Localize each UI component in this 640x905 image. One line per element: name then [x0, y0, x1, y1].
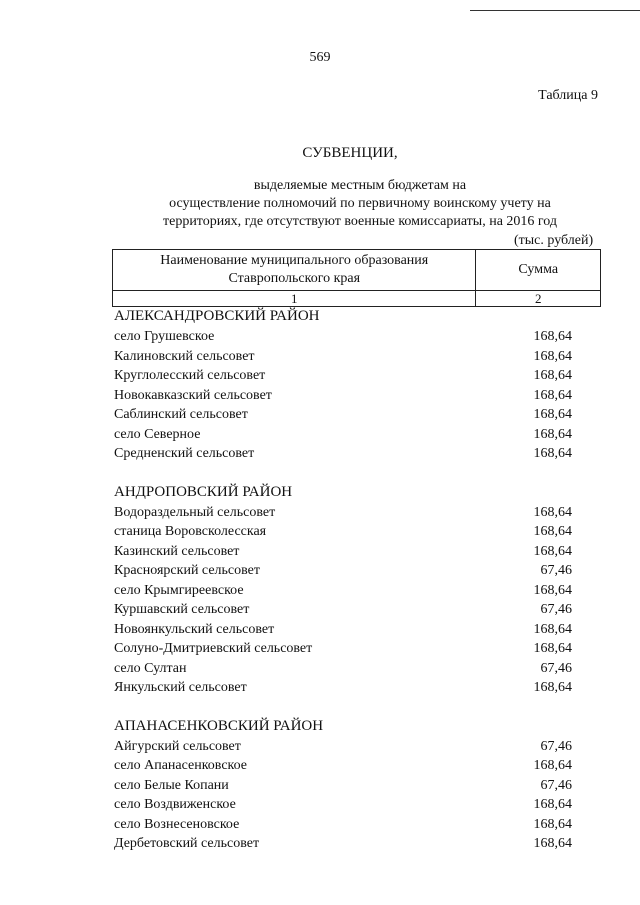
subvention-amount: 168,64 [533, 836, 572, 851]
table-row [114, 503, 584, 523]
municipality-name: Новоянкульский сельсовет [114, 621, 275, 637]
subvention-amount: 168,64 [533, 446, 572, 461]
table-row [114, 386, 584, 406]
subvention-amount: 67,46 [540, 777, 572, 793]
header-name-line: Ставропольского края [228, 271, 361, 286]
municipality-name: Красноярский сельсовет [114, 563, 260, 578]
document-subtitle [80, 177, 640, 231]
header-sum-cell: Сумма [476, 250, 601, 291]
table-row [114, 542, 584, 562]
municipality-name: Средненский сельсовет [114, 446, 255, 461]
subvention-amount: 168,64 [533, 407, 572, 422]
municipality-name: Калиновский сельсовет [114, 348, 255, 364]
table-row [114, 678, 584, 698]
subvention-amount: 168,64 [533, 368, 572, 383]
table-row [114, 581, 584, 601]
table-row [114, 620, 584, 640]
table-row [114, 347, 584, 367]
subvention-amount: 67,46 [540, 738, 572, 754]
municipality-name: станица Воровсколесская [114, 524, 267, 539]
subvention-amount: 67,46 [540, 602, 572, 617]
table-row [114, 737, 584, 757]
table-body [114, 305, 584, 854]
municipality-name: Айгурский сельсовет [114, 738, 241, 754]
district-group [114, 305, 584, 464]
subvention-amount: 168,64 [533, 543, 572, 559]
municipality-name: Янкульский сельсовет [114, 680, 247, 695]
header-name-cell [113, 250, 476, 291]
subvention-amount: 168,64 [533, 348, 572, 364]
district-heading: АЛЕКСАНДРОВСКИЙ РАЙОН [114, 308, 320, 324]
municipality-name: село Грушевское [114, 329, 215, 344]
municipality-name: Саблинский сельсовет [114, 407, 248, 422]
table-row [114, 366, 584, 386]
subvention-amount: 168,64 [533, 524, 572, 539]
subtitle-line: осуществление полномочий по первичному воинскому учету на [169, 196, 551, 211]
municipality-name: Куршавский сельсовет [114, 602, 250, 617]
district-group [114, 715, 584, 854]
table-row [114, 776, 584, 796]
municipality-name: село Белые Копани [114, 777, 229, 793]
header-name-line: Наименование муниципального образования [160, 253, 429, 268]
municipality-name: Казинский сельсовет [114, 543, 240, 559]
table-row [114, 444, 584, 464]
subvention-amount: 168,64 [533, 680, 572, 695]
subvention-amount: 168,64 [533, 329, 572, 344]
top-rule [470, 10, 640, 11]
municipality-name: Солуно-Дмитриевский сельсовет [114, 641, 313, 656]
page-number: 569 [309, 50, 331, 65]
subvention-amount: 67,46 [540, 660, 572, 676]
subvention-amount: 168,64 [533, 582, 572, 598]
district-heading: АНДРОПОВСКИЙ РАЙОН [114, 483, 293, 500]
table-row [114, 600, 584, 620]
subvention-amount: 168,64 [533, 621, 572, 637]
table-header [112, 249, 601, 307]
subvention-amount: 168,64 [533, 758, 572, 773]
subvention-amount: 168,64 [533, 504, 572, 520]
subtitle-line: территориях, где отсутствуют военные комиссариаты, на 2016 год [162, 214, 558, 229]
subvention-amount: 168,64 [533, 426, 572, 442]
table-row [114, 834, 584, 854]
table-row [114, 756, 584, 776]
municipality-name: село Султан [114, 660, 187, 676]
municipality-name: село Крымгиреевское [114, 582, 244, 598]
table-row [114, 425, 584, 445]
table-row [114, 405, 584, 425]
units-label: (тыс. рублей) [514, 233, 594, 248]
municipality-name: Водораздельный сельсовет [114, 504, 276, 520]
municipality-name: село Вознесеновское [114, 816, 240, 832]
municipality-name: село Северное [114, 426, 201, 442]
municipality-name: село Апанасенковское [114, 758, 248, 773]
table-row [114, 522, 584, 542]
table-row [114, 659, 584, 679]
header-col-number: 2 [476, 291, 601, 307]
municipality-name: Дербетовский сельсовет [114, 836, 260, 851]
table-row [114, 795, 584, 815]
table-row [114, 639, 584, 659]
municipality-name: Круглолесский сельсовет [114, 368, 266, 383]
subvention-amount: 168,64 [533, 797, 572, 812]
subvention-amount: 168,64 [533, 641, 572, 656]
subvention-amount: 168,64 [533, 816, 572, 832]
subvention-amount: 168,64 [533, 387, 572, 403]
municipality-name: Новокавказский сельсовет [114, 387, 272, 403]
district-heading: АПАНАСЕНКОВСКИЙ РАЙОН [114, 717, 324, 734]
header-col-number: 1 [113, 291, 476, 307]
subtitle-line: выделяемые местным бюджетам на [253, 178, 467, 193]
table-label: Таблица 9 [538, 88, 598, 103]
municipality-name: село Воздвиженское [114, 797, 236, 812]
table-row [114, 815, 584, 835]
table-row [114, 561, 584, 581]
document-title: СУБВЕНЦИИ, [302, 145, 398, 161]
subvention-amount: 67,46 [540, 563, 572, 578]
table-row [114, 327, 584, 347]
district-group [114, 481, 584, 698]
